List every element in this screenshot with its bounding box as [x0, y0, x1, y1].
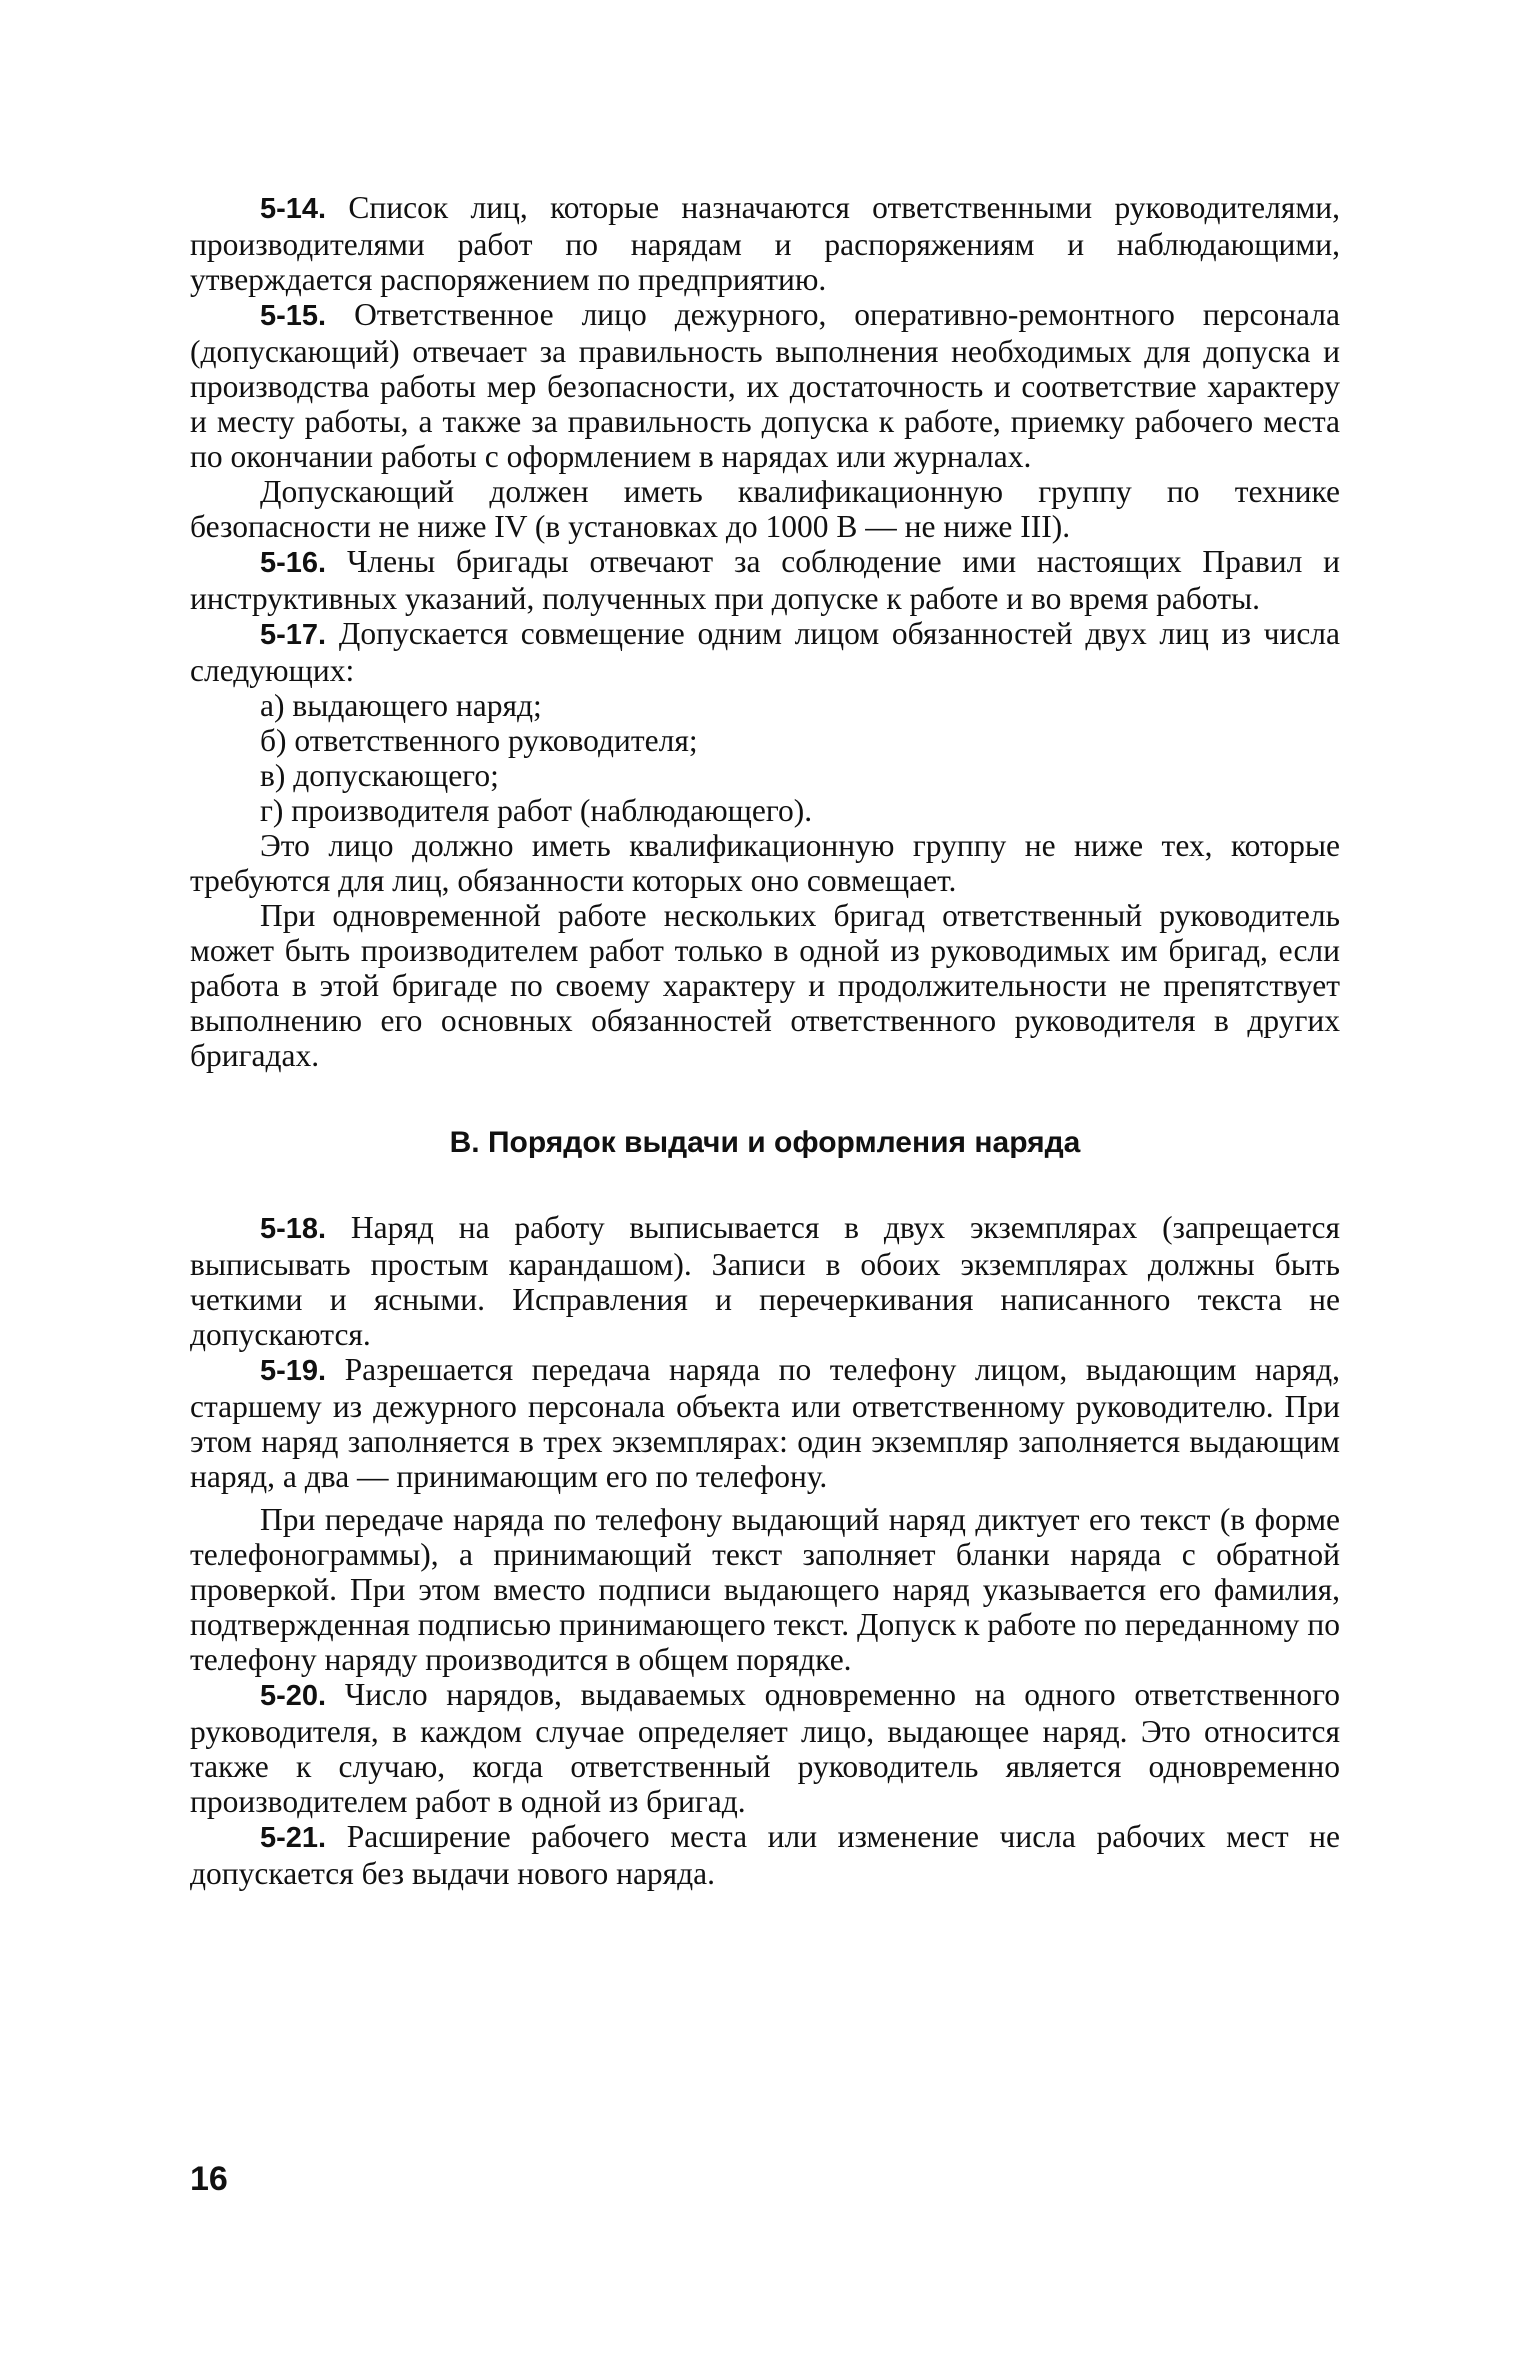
- clause-text: Ответственное лицо дежурного, оперативно-ремонтного персонала (допускающий) отвечает за правильность выполнения необходимых для допуска и производства работы мер безопасности, их достаточность и соответствие характеру и месту работы, а также за правильность допуска к работе, приемку рабочего места по окончании работы с оформлением в нарядах или журналах.: [190, 297, 1341, 474]
- clause-text: Члены бригады отвечают за соблюдение ими настоящих Правил и инструктивных указаний, полученных при допуске к работе и во время работы.: [190, 544, 1340, 616]
- clause-text: Расширение рабочего места или изменение числа рабочих мест не допускается без выдачи нового наряда.: [190, 1819, 1340, 1891]
- clause-number: 5-14.: [260, 193, 327, 225]
- clause-text: Допускается совмещение одним лицом обязанностей двух лиц из числа следующих:: [190, 616, 1341, 688]
- paragraph-5-19-note: При передаче наряда по телефону выдающий наряд диктует его текст (в форме телефонограммы), а принимающий текст заполняет бланки наряда с обратной проверкой. При этом вместо подписи выдающего наряд указывается его фамилия, подтвержденная подписью принимающего текст. Допуск к работе по переданному по телефону наряду производится в общем порядке.: [190, 1502, 1340, 1677]
- clause-text: Наряд на работу выписывается в двух экземплярах (запрещается выписывать простым карандашом). Записи в обоих экземплярах должны быть четкими и ясными. Исправления и перечеркивания написанного текста не допускаются.: [190, 1210, 1340, 1352]
- paragraph-5-17: [190, 616, 1340, 688]
- clause-number: 5-15.: [260, 300, 327, 332]
- clause-number: 5-19.: [260, 1355, 327, 1387]
- section-heading: В. Порядок выдачи и оформления наряда: [449, 1126, 1081, 1159]
- paragraph-5-21: [190, 1819, 1340, 1891]
- paragraph-5-20: [190, 1677, 1340, 1819]
- paragraph-5-15-note: Допускающий должен иметь квалификационную группу по технике безопасности не ниже IV (в установках до 1000 В — не ниже III).: [190, 474, 1340, 544]
- list-item: б) ответственного руководителя;: [260, 723, 698, 758]
- list-item: а) выдающего наряд;: [260, 688, 542, 723]
- list-item: г) производителя работ (наблюдающего).: [260, 793, 813, 828]
- paragraph-5-17-note-1: Это лицо должно иметь квалификационную группу не ниже тех, которые требуются для лиц, обязанности которых оно совмещает.: [190, 828, 1340, 898]
- role-list: [190, 688, 1340, 828]
- paragraph-5-18: [190, 1210, 1340, 1352]
- clause-number: 5-16.: [260, 547, 327, 579]
- list-item: в) допускающего;: [260, 758, 499, 793]
- paragraph-5-17-note-2: При одновременной работе нескольких бригад ответственный руководитель может быть производителем работ только в одной из руководимых им бригад, если работа в этой бригаде по своему характеру и продолжительности не препятствует выполнению его основных обязанностей ответственного руководителя в других бригадах.: [190, 898, 1340, 1073]
- clause-text: Число нарядов, выдаваемых одновременно на одного ответственного руководителя, в каждом случае определяет лицо, выдающее наряд. Это относится также к случаю, когда ответственный руководитель является одновременно производителем работ в одной из бригад.: [190, 1677, 1341, 1819]
- paragraph-5-14: [190, 190, 1340, 297]
- clause-number: 5-20.: [260, 1680, 327, 1712]
- paragraph-5-19: [190, 1352, 1340, 1494]
- paragraph-5-16: [190, 544, 1340, 616]
- clause-number: 5-18.: [260, 1213, 327, 1245]
- clause-number: 5-17.: [260, 619, 327, 651]
- page-number: 16: [190, 2160, 228, 2198]
- paragraph-5-15: [190, 297, 1340, 474]
- clause-number: 5-21.: [260, 1822, 327, 1854]
- spacer: [190, 1494, 1340, 1502]
- clause-text: Список лиц, которые назначаются ответственными руководителями, производителями работ по нарядам и распоряжениям и наблюдающими, утверждается распоряжением по предприятию.: [190, 190, 1341, 297]
- clause-text: Разрешается передача наряда по телефону лицом, выдающим наряд, старшему из дежурного персонала объекта или ответственному руководителю. При этом наряд заполняется в трех экземплярах: один экземпляр заполняется выдающим наряд, а два — принимающим его по телефону.: [190, 1352, 1340, 1494]
- document-body: [190, 190, 1340, 1891]
